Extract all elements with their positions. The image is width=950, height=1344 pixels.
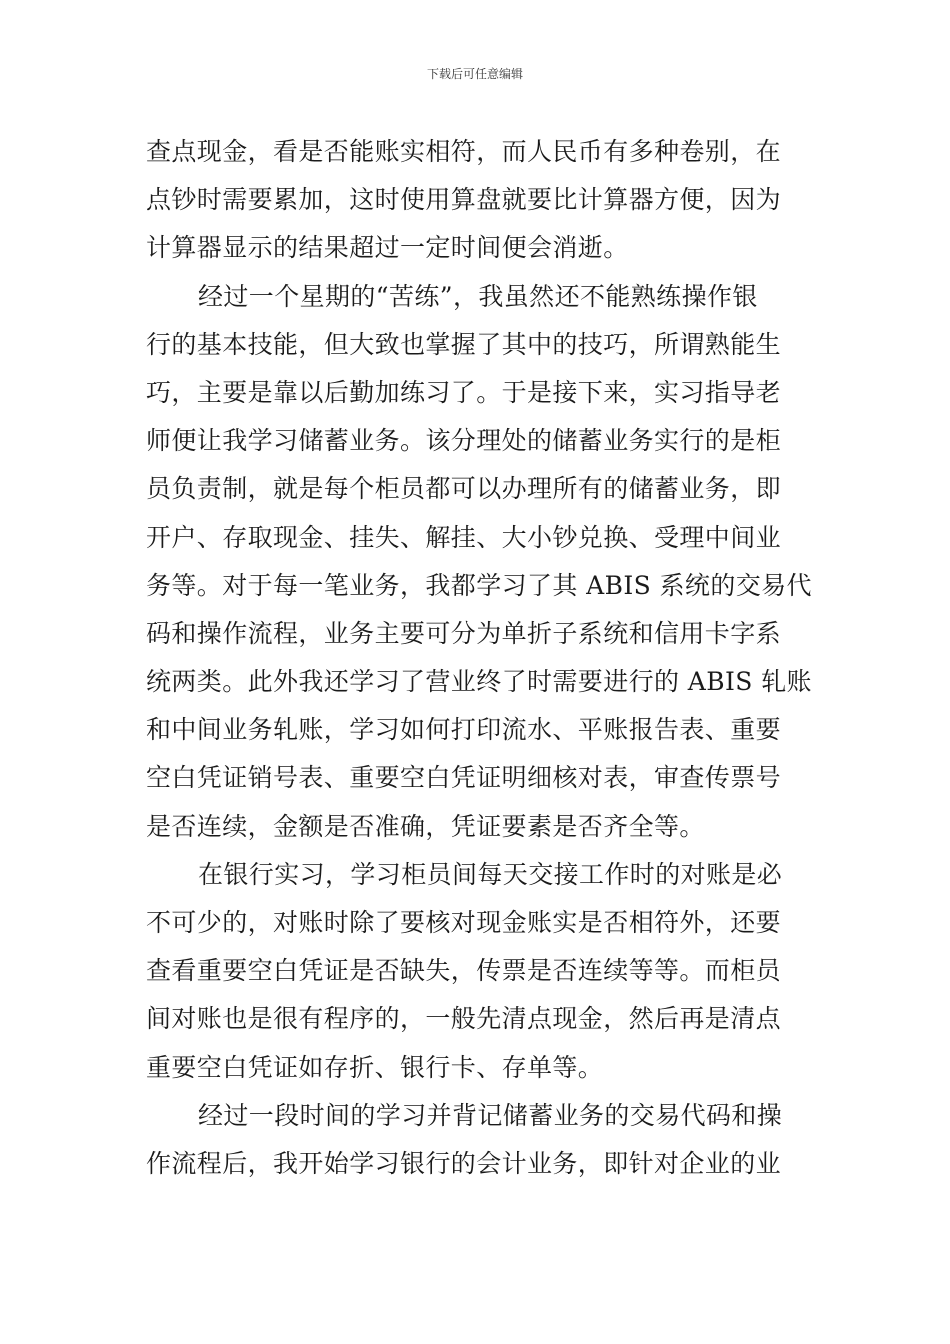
text-line: 间对账也是很有程序的，一般先清点现金，然后再是清点 xyxy=(146,1004,782,1034)
text-line: 点钞时需要累加，这时使用算盘就要比计算器方便，因为 xyxy=(146,185,782,215)
text-line: 查点现金，看是否能账实相符，而人民币有多种卷别，在 xyxy=(146,137,782,166)
text-line: 计算器显示的结果超过一定时间便会消逝。 xyxy=(146,233,629,263)
paragraph-first-line: 经过一个星期的“苦练”，我虽然还不能熟练操作银 xyxy=(198,281,758,311)
text-line: 是否连续，金额是否准确，凭证要素是否齐全等。 xyxy=(146,811,705,841)
text-line: 师便让我学习储蓄业务。该分理处的储蓄业务实行的是柜 xyxy=(146,426,782,456)
document-body xyxy=(146,128,812,1188)
paragraph-first-line: 在银行实习，学习柜员间每天交接工作时的对账是必 xyxy=(198,859,783,889)
text-line: 空白凭证销号表、重要空白凭证明细核对表，审查传票号 xyxy=(146,763,782,793)
text-line: 不可少的，对账时除了要核对现金账实是否相符外，还要 xyxy=(146,908,782,937)
text-line: 务等。对于每一笔业务，我都学习了其 ABIS 系统的交易代 xyxy=(146,570,812,600)
text-line: 查看重要空白凭证是否缺失，传票是否连续等等。而柜员 xyxy=(146,956,782,986)
text-line: 开户、存取现金、挂失、解挂、大小钞兑换、受理中间业 xyxy=(146,522,782,552)
text-line: 行的基本技能，但大致也掌握了其中的技巧，所谓熟能生 xyxy=(146,329,782,359)
text-line: 重要空白凭证如存折、银行卡、存单等。 xyxy=(146,1052,604,1082)
text-line: 和中间业务轧账，学习如何打印流水、平账报告表、重要 xyxy=(146,715,782,745)
text-line: 员负责制，就是每个柜员都可以办理所有的储蓄业务，即 xyxy=(146,474,782,504)
text-line: 统两类。此外我还学习了营业终了时需要进行的 ABIS 轧账 xyxy=(146,667,812,697)
text-line: 码和操作流程，业务主要可分为单折子系统和信用卡字系 xyxy=(146,618,782,648)
text-line: 作流程后，我开始学习银行的会计业务，即针对企业的业 xyxy=(146,1148,782,1178)
page-header: 下载后可任意编辑 xyxy=(426,67,523,81)
paragraph-first-line: 经过一段时间的学习并背记储蓄业务的交易代码和操 xyxy=(198,1100,783,1130)
text-line: 巧，主要是靠以后勤加练习了。于是接下来，实习指导老 xyxy=(146,377,782,407)
